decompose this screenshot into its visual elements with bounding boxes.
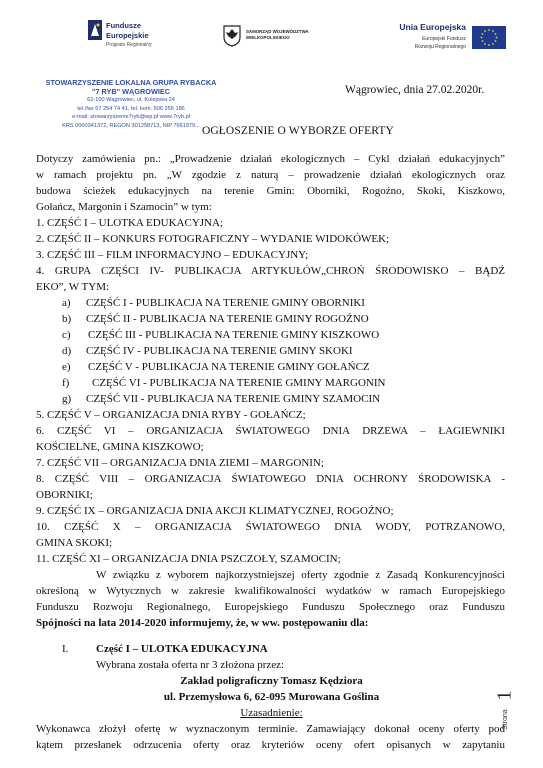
stamp-line6: KRS 0000341372, REGON 301258713, NIP 7661979... bbox=[62, 122, 200, 129]
eu-flag-icon bbox=[472, 26, 506, 49]
subitem-letter: c) bbox=[62, 329, 71, 341]
eu-logo-line1: Unia Europejska bbox=[399, 22, 466, 32]
list-item: 1. CZĘŚĆ I – ULOTKA EDUKACYJNA; bbox=[36, 217, 223, 229]
list-item: 10. CZĘŚĆ X – ORGANIZACJA ŚWIATOWEGO DNIA WODY, POTRZANOWO, bbox=[36, 521, 505, 533]
fe-logo-line2: Europejskie bbox=[106, 31, 149, 40]
subitem-text: CZĘŚĆ III - PUBLIKACJA NA TERENIE GMINY KISZKOWO bbox=[88, 329, 380, 341]
subitem-letter: f) bbox=[62, 377, 70, 389]
stamp-line2: "7 RYB" WĄGROWIEC bbox=[92, 86, 170, 96]
page-word: Strona bbox=[502, 709, 509, 730]
fe-star-mark-icon bbox=[88, 20, 102, 40]
wlkp-logo-line2: WIELKOPOLSKIEGO bbox=[246, 35, 290, 40]
company-address: ul. Przemysłowa 6, 62-095 Murowana Goślina bbox=[163, 691, 380, 703]
paragraph-line: określoną w Wytycznych w zakresie kwalifikowalności wydatków w ramach Europejskiego bbox=[36, 585, 505, 597]
stamp-line3: 62-100 Wągrowiec, ul. Kolejowa 24 bbox=[87, 97, 175, 104]
list-item: 9. CZĘŚĆ IX – ORGANIZACJA DNIA AKCJI KLIMATYCZNEJ, ROGOŹNO; bbox=[36, 505, 394, 517]
justification-label: Uzasadnienie: bbox=[240, 707, 303, 719]
subitem-text: CZĘŚĆ I - PUBLIKACJA NA TERENIE GMINY OBORNIKI bbox=[86, 297, 365, 309]
page-number: 1 bbox=[493, 690, 516, 701]
eu-logo-line3: Rozwoju Regionalnego bbox=[414, 44, 466, 50]
subitem-text: CZĘŚĆ VI - PUBLIKACJA NA TERENIE GMINY MARGONIN bbox=[92, 377, 386, 389]
part-title: Część I – ULOTKA EDUKACYJNA bbox=[96, 643, 268, 655]
list-item: 4. GRUPA CZĘŚCI IV- PUBLIKACJA ARTYKUŁÓW„CHROŃ ŚRODOWISKO – BĄDŹ bbox=[36, 265, 505, 277]
subitem-letter: e) bbox=[62, 361, 71, 373]
eagle-crest-icon bbox=[222, 25, 242, 47]
stamp-line4: tel./fax 67 254 74 41, tel. kom. 506 256 186 bbox=[77, 105, 185, 112]
list-item: 6. CZĘŚĆ VI – ORGANIZACJA ŚWIATOWEGO DNIA DRZEWA – ŁAGIEWNIKI bbox=[36, 425, 505, 437]
subitem-letter: b) bbox=[62, 313, 72, 325]
closing-line: kątem przesłanek odrzucenia oferty oraz kryteriów oceny ofert opisanych w zapytaniu bbox=[36, 739, 505, 751]
list-item: 5. CZĘŚĆ V – ORGANIZACJA DNIA RYBY - GOŁAŃCZ; bbox=[36, 409, 306, 421]
stamp-line5: e-mail: stowarzyszenie7ryb@wp.pl www.7ryb.pl bbox=[72, 114, 190, 121]
document-heading: OGŁOSZENIE O WYBORZE OFERTY bbox=[202, 125, 394, 137]
chosen-offer-text: Wybrana została oferta nr 3 złożona przez: bbox=[96, 659, 285, 671]
list-item: 3. CZĘŚĆ III – FILM INFORMACYJNO – EDUKACYJNY; bbox=[36, 249, 309, 261]
list-item: OBORNIKI; bbox=[36, 489, 93, 501]
subitem-text: CZĘŚĆ V - PUBLIKACJA NA TERENIE GMINY GOŁAŃCZ bbox=[88, 361, 370, 373]
page-number-side bbox=[494, 684, 524, 744]
intro-line: budowa ścieżek edukacyjnych na terenie Gmin: Oborniki, Rogoźno, Skoki, Kiszkowo, bbox=[36, 185, 505, 197]
association-stamp bbox=[36, 79, 226, 131]
intro-line: w ramach projektu pn. „W zgodzie z naturą – prowadzenie działań ekologicznych oraz bbox=[36, 169, 505, 181]
list-item: KOŚCIELNE, GMINA KISZKOWO; bbox=[36, 441, 204, 453]
paragraph-line: Funduszu Rozwoju Regionalnego, Europejskiego Funduszu Społecznego oraz Funduszu bbox=[36, 601, 505, 613]
document-date: Wągrowiec, dnia 27.02.2020r. bbox=[345, 84, 485, 96]
fe-logo-line3: Program Regionalny bbox=[106, 42, 152, 48]
subitem-text: CZĘŚĆ VII - PUBLIKACJA NA TERENIE GMINY SZAMOCIN bbox=[86, 393, 381, 405]
list-item: GMINA SKOKI; bbox=[36, 537, 113, 549]
list-item: 7. CZĘŚĆ VII – ORGANIZACJA DNIA ZIEMI – MARGONIN; bbox=[36, 457, 324, 469]
subitem-letter: g) bbox=[62, 393, 72, 405]
subitem-letter: d) bbox=[62, 345, 72, 357]
subitem-letter: a) bbox=[62, 297, 71, 309]
company-name: Zakład poligraficzny Tomasz Kędziora bbox=[180, 675, 363, 687]
list-item: 2. CZĘŚĆ II – KONKURS FOTOGRAFICZNY – WYDANIE WIDOKÓWEK; bbox=[36, 233, 390, 245]
intro-line: Dotyczy zamówienia pn.: „Prowadzenie działań ekologicznych – Cykl działań edukacyjnych” bbox=[36, 153, 505, 165]
list-item: EKO”, W TYM: bbox=[36, 281, 110, 293]
closing-line: Wykonawca złożył ofertę w wyznaczonym terminie. Zamawiający dokonał oceny oferty pod bbox=[36, 723, 505, 735]
paragraph-line: Spójności na lata 2014-2020 informujemy, że, w ww. postępowaniu dla: bbox=[36, 617, 369, 629]
list-item: 8. CZĘŚĆ VIII – ORGANIZACJA ŚWIATOWEGO DNIA OCHRONY ŚRODOWISKA - bbox=[36, 473, 505, 485]
eu-logo-line2: Europejski Fundusz bbox=[422, 36, 466, 42]
subitem-text: CZĘŚĆ IV - PUBLIKACJA NA TERENIE GMINY SKOKI bbox=[86, 345, 353, 357]
intro-line: Gołańcz, Margonin i Szamocin” w tym: bbox=[36, 201, 212, 213]
part-number: I. bbox=[62, 643, 69, 655]
list-item: 11. CZĘŚĆ XI – ORGANIZACJA DNIA PSZCZOŁY, SZAMOCIN; bbox=[36, 553, 341, 565]
paragraph-line: W związku z wyborem najkorzystniejszej oferty zgodnie z Zasadą Konkurencyjności bbox=[96, 569, 505, 581]
stamp-line1: STOWARZYSZENIE LOKALNA GRUPA RYBACKA bbox=[45, 78, 217, 87]
wlkp-logo-line1: SAMORZĄD WOJEWÓDZTWA bbox=[246, 29, 309, 34]
fe-logo-line1: Fundusze bbox=[106, 21, 141, 30]
subitem-text: CZĘŚĆ II - PUBLIKACJA NA TERENIE GMINY ROGOŹNO bbox=[86, 313, 369, 325]
